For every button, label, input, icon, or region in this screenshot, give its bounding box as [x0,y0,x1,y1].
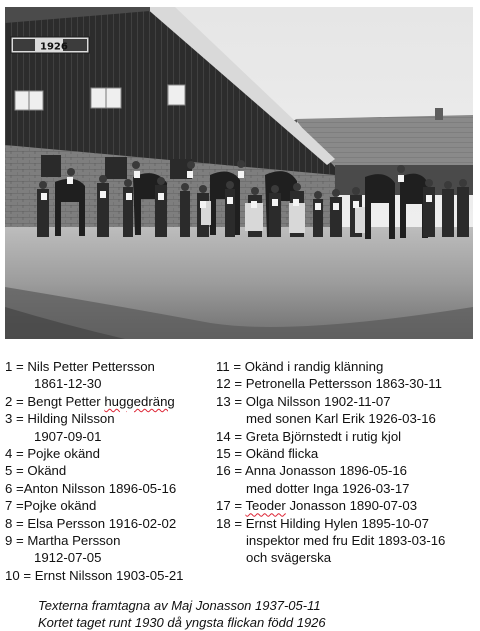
legend-entry [5,567,215,584]
legend-entry [216,428,478,445]
legend-entry [5,375,215,392]
legend-entry-text: 2 = Bengt Petter huggedräng [5,393,175,409]
footer-note [38,597,326,631]
legend-entry [216,480,478,497]
legend-entry-text: 1912-07-05 [34,550,102,566]
legend-entry [216,549,478,566]
legend-entry [216,393,478,410]
legend-entry-text: 15 = Okänd flicka [216,446,319,462]
footer-line-2: Kortet taget runt 1930 då yngsta flickan född 1926 [38,615,326,630]
legend-entry-text: 5 = Okänd [5,463,67,479]
legend-entry-text: 1907-09-01 [34,428,102,444]
footer-line-1: Texterna framtagna av Maj Jonasson 1937-05-11 [38,598,321,613]
legend-entry-text: 14 = Greta Björnstedt i rutig kjol [216,428,402,444]
legend-entry [216,410,478,427]
legend-entry [5,428,215,445]
legend-entry [5,445,215,462]
legend-entry [216,532,478,549]
legend-entry [5,549,215,566]
legend-entry-text: 9 = Martha Persson [5,533,121,549]
year-sign: 1926 [40,41,68,53]
legend-entry-text: 1 = Nils Petter Pettersson [5,359,155,374]
legend-entry-text: inspektor med fru Edit 1893-03-16 [246,533,446,549]
legend-entry [5,532,215,549]
legend-entry-text: 8 = Elsa Persson 1916-02-02 [5,515,177,531]
legend-entry-text: 6 =Anton Nilsson 1896-05-16 [5,480,177,496]
legend-entry-text: 11 = Okänd i randig klänning [216,359,384,374]
legend-entry-text: med sonen Karl Erik 1926-03-16 [246,411,436,427]
legend-entry-text: 4 = Pojke okänd [5,446,100,462]
legend-entry-text: 1861-12-30 [34,376,102,392]
legend-entry-text: 10 = Ernst Nilsson 1903-05-21 [5,567,184,583]
legend-entry [216,445,478,462]
legend-entry [216,462,478,479]
legend-entry [5,358,215,375]
legend-left-column [5,358,215,584]
legend-entry-text: och svägerska [246,550,332,566]
legend-entry [5,515,215,532]
legend-entry [216,358,478,375]
legend-entry-text: 7 =Pojke okänd [5,498,97,514]
legend-entry-text: 13 = Olga Nilsson 1902-11-07 [216,393,391,409]
legend-entry-text: 12 = Petronella Pettersson 1863-30-11 [216,376,442,392]
legend-entry-text: 16 = Anna Jonasson 1896-05-16 [216,463,408,479]
historical-photo [5,7,473,339]
legend-entry [216,375,478,392]
legend-entry-text: 3 = Hilding Nilsson [5,411,115,427]
legend-entry-text: med dotter Inga 1926-03-17 [246,480,410,496]
legend-entry [5,497,215,514]
legend-entry-text: 17 = Teoder Jonasson 1890-07-03 [216,498,418,514]
legend-entry [216,497,478,514]
legend-entry-text: 18 = Ernst Hilding Hylen 1895-10-07 [216,515,429,531]
legend-right-column [216,358,478,567]
legend-entry [216,515,478,532]
legend-entry [5,410,215,427]
legend-entry [5,480,215,497]
legend-entry [5,462,215,479]
legend-entry [5,393,215,410]
